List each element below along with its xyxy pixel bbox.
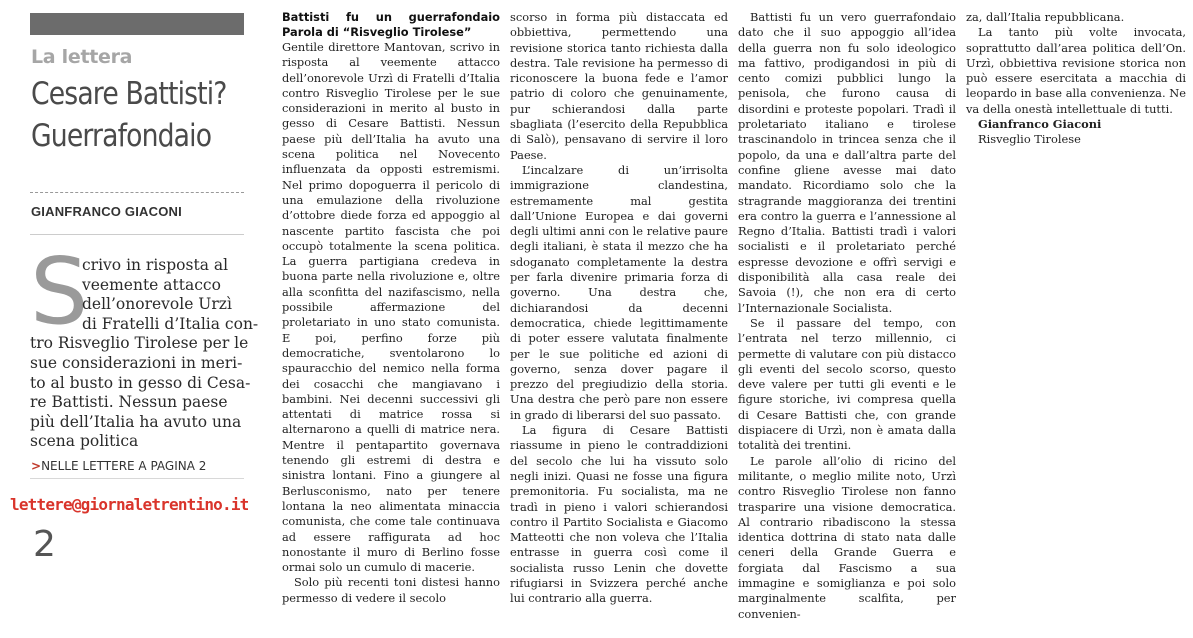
article-paragraph: La tanto più volte invocata, soprattutto dall’area politica dell’On. Urzì, obbiettiva revisione storica non può essere esercitata a macchia di leopardo in base alla convenienza. Ne va della onestà intellettuale di tutti. [966,25,1186,116]
title-line-1: Cesare Battisti? [31,76,227,112]
page-number: 2 [33,524,56,565]
article-column-4 [966,10,1186,148]
email-link[interactable]: lettere@giornaletrentino.it [10,495,249,514]
author-byline: GIANFRANCO GIACONI [31,204,182,219]
section-header-bar [30,13,244,35]
drop-cap: S [30,238,89,345]
abstract-line: re Battisti. Nessun paese [30,393,228,412]
article-abstract [30,256,259,452]
divider [30,234,244,235]
signature-organization: Risveglio Tirolese [978,132,1081,147]
abstract-line: tro Risveglio Tirolese per le [30,334,249,353]
article-column-3 [738,10,956,622]
article-paragraph: Le parole all’olio di ricino del militante, o meglio milite noto, Urzì contro Risveglio Tirolese non fanno trasparire una visione democratica. Al contrario ribadiscono la stessa identica dottrina di stato nata dalle ceneri della Grande Guerra e forgiata dal Fascismo a sua immagine e somiglianza e poi solo marginalmente scalfita, per convenien- [738,453,956,621]
article-column-2 [510,10,728,607]
article-paragraph: za, dall’Italia repubblicana. [966,10,1125,24]
abstract-line: scena politica [30,432,139,451]
article-paragraph: Se il passare del tempo, con l’entrata nel terzo millennio, ci permette di valutare con più distacco gli eventi del secolo scorso, questo deve valere per tutti gli eventi e le figure storiche, ivi compresa quella di Cesare Battisti che, con grande dispiacere di Urzì, non è amata dalla totalità dei trentini. [738,315,956,453]
article-paragraph: Solo più recenti toni distesi hanno permesso di vedere il secolo [282,575,500,605]
article-paragraph: Gentile direttore Mantovan, scrivo in risposta al veemente attacco dell’onorevole Urzì di Fratelli d’Italia contro Risveglio Tirolese per le sue considerazioni in merito al busto in gesso di Cesare Battisti. Nessun paese più dell’Italia ha avuto una scena politica nel Novecento influenzata da opposti estremismi. Nel primo dopoguerra il pericolo di una emulazione della rivoluzione d’ottobre diede forza ed appoggio al nascente partito fascista che poi occupò totalmente la scena politica. La guerra partigiana credeva in buona parte nella rivoluzione e, oltre alla sconfitta del nazifascismo, nella possibile affermazione del proletariato in uno stato comunista. E poi, perfino forze più democratiche, sventolarono lo spauracchio del nemico nella forma dei cosacchi che mangiavano i bambini. Nei decenni successivi gli attentati di matrice rossa si alternarono a quelli di matrice nera. Mentre il pentapartito governava tenendo gli estremi di destra e sinistra lontani. Fino a giungere al Berlusconismo, nato per tenere lontana la neo alimentata minaccia comunista, che come tale continuava ad essere raffigurata ad hoc nonostante il muro di Berlino fosse ormai solo un cumulo di macerie. [282,40,500,575]
see-also-link[interactable] [31,459,206,473]
article-headline: Battisti fu un guerrafondaio Parola di “Risveglio Tirolese” [282,10,500,39]
page-title [31,73,246,157]
section-kicker: La lettera [31,46,133,68]
abstract-line: to al busto in gesso di Cesa- [30,373,251,392]
abstract-line: dell’onorevole Urzì [82,295,232,314]
abstract-line: veemente attacco [82,275,221,294]
abstract-line: di Fratelli d’Italia con- [82,314,259,333]
article-paragraph: La figura di Cesare Battisti riassume in pieno le contraddizioni del secolo che lui ha vissuto solo negli inizi. Quasi ne fosse una figura premonitoria. Fu socialista, ma ne tradì in pieno i valori schierandosi contro il Partito Socialista e Giacomo Matteotti che non voleva che l’Italia entrasse in guerra così come il socialista russo Lenin che dovette rifugiarsi in Svizzera perché anche lui contrario alla guerra. [510,423,728,606]
see-also-text: NELLE LETTERE A PAGINA 2 [41,459,207,473]
article-paragraph: scorso in forma più distaccata ed obbiettiva, permettendo una revisione storica tanto richiesta dalla destra. Tale revisione ha permesso di riconoscere la buona fede e l’amor patrio di coloro che genuinamente, pur schierandosi dalla parte sbagliata (l’esercito della Repubblica di Salò), pensavano di servire il loro Paese. [510,10,728,162]
title-line-2: Guerrafondaio [31,118,212,154]
article-paragraph: L’incalzare di un’irrisolta immigrazione clandestina, estremamente mal gestita dall’Unione Europea e dai governi degli ultimi anni con le relative paure degli italiani, è stata il mezzo che ha sdoganato completamente la destra per farla divenire primaria forza di governo. Una destra che, dichiarandosi da decenni democratica, chiede legittimamente di poter essere valutata finalmente per le sue politiche ed azioni di governo, senza dover pagare il prezzo del pregiudizio della storia. Una destra che però pare non essere in grado di liberarsi del suo passato. [510,162,728,422]
divider [30,192,244,193]
article-paragraph: Battisti fu un vero guerrafondaio dato che il suo appoggio all’idea della guerra non fu solo ideologico ma fattivo, prodigandosi in più di cento comizi pubblici lungo la penisola, che furono causa di disordini e proteste popolari. Tradì il proletariato italiano e tirolese trascinandolo in trincea senza che il popolo, da una e dall’altra parte del confine gliene avesse mai dato mandato. Ricordiamo solo che la stragrande maggioranza dei trentini era contro la guerra e l’annessione al Regno d’Italia. Battisti tradì i valori socialisti e il proletariato perché espresse devozione e offrì servigi e disponibilità alla casa reale dei Savoia (!), che non era di certo l’Internazionale Socialista. [738,10,956,315]
abstract-line: sue considerazioni in meri- [30,353,243,372]
abstract-line: più dell’Italia ha avuto una [30,412,242,431]
signature-name: Gianfranco Giaconi [978,117,1102,132]
divider [30,478,244,479]
arrow-icon: > [31,459,42,473]
article-column-1 [282,10,500,606]
abstract-line: crivo in risposta al [82,256,229,274]
